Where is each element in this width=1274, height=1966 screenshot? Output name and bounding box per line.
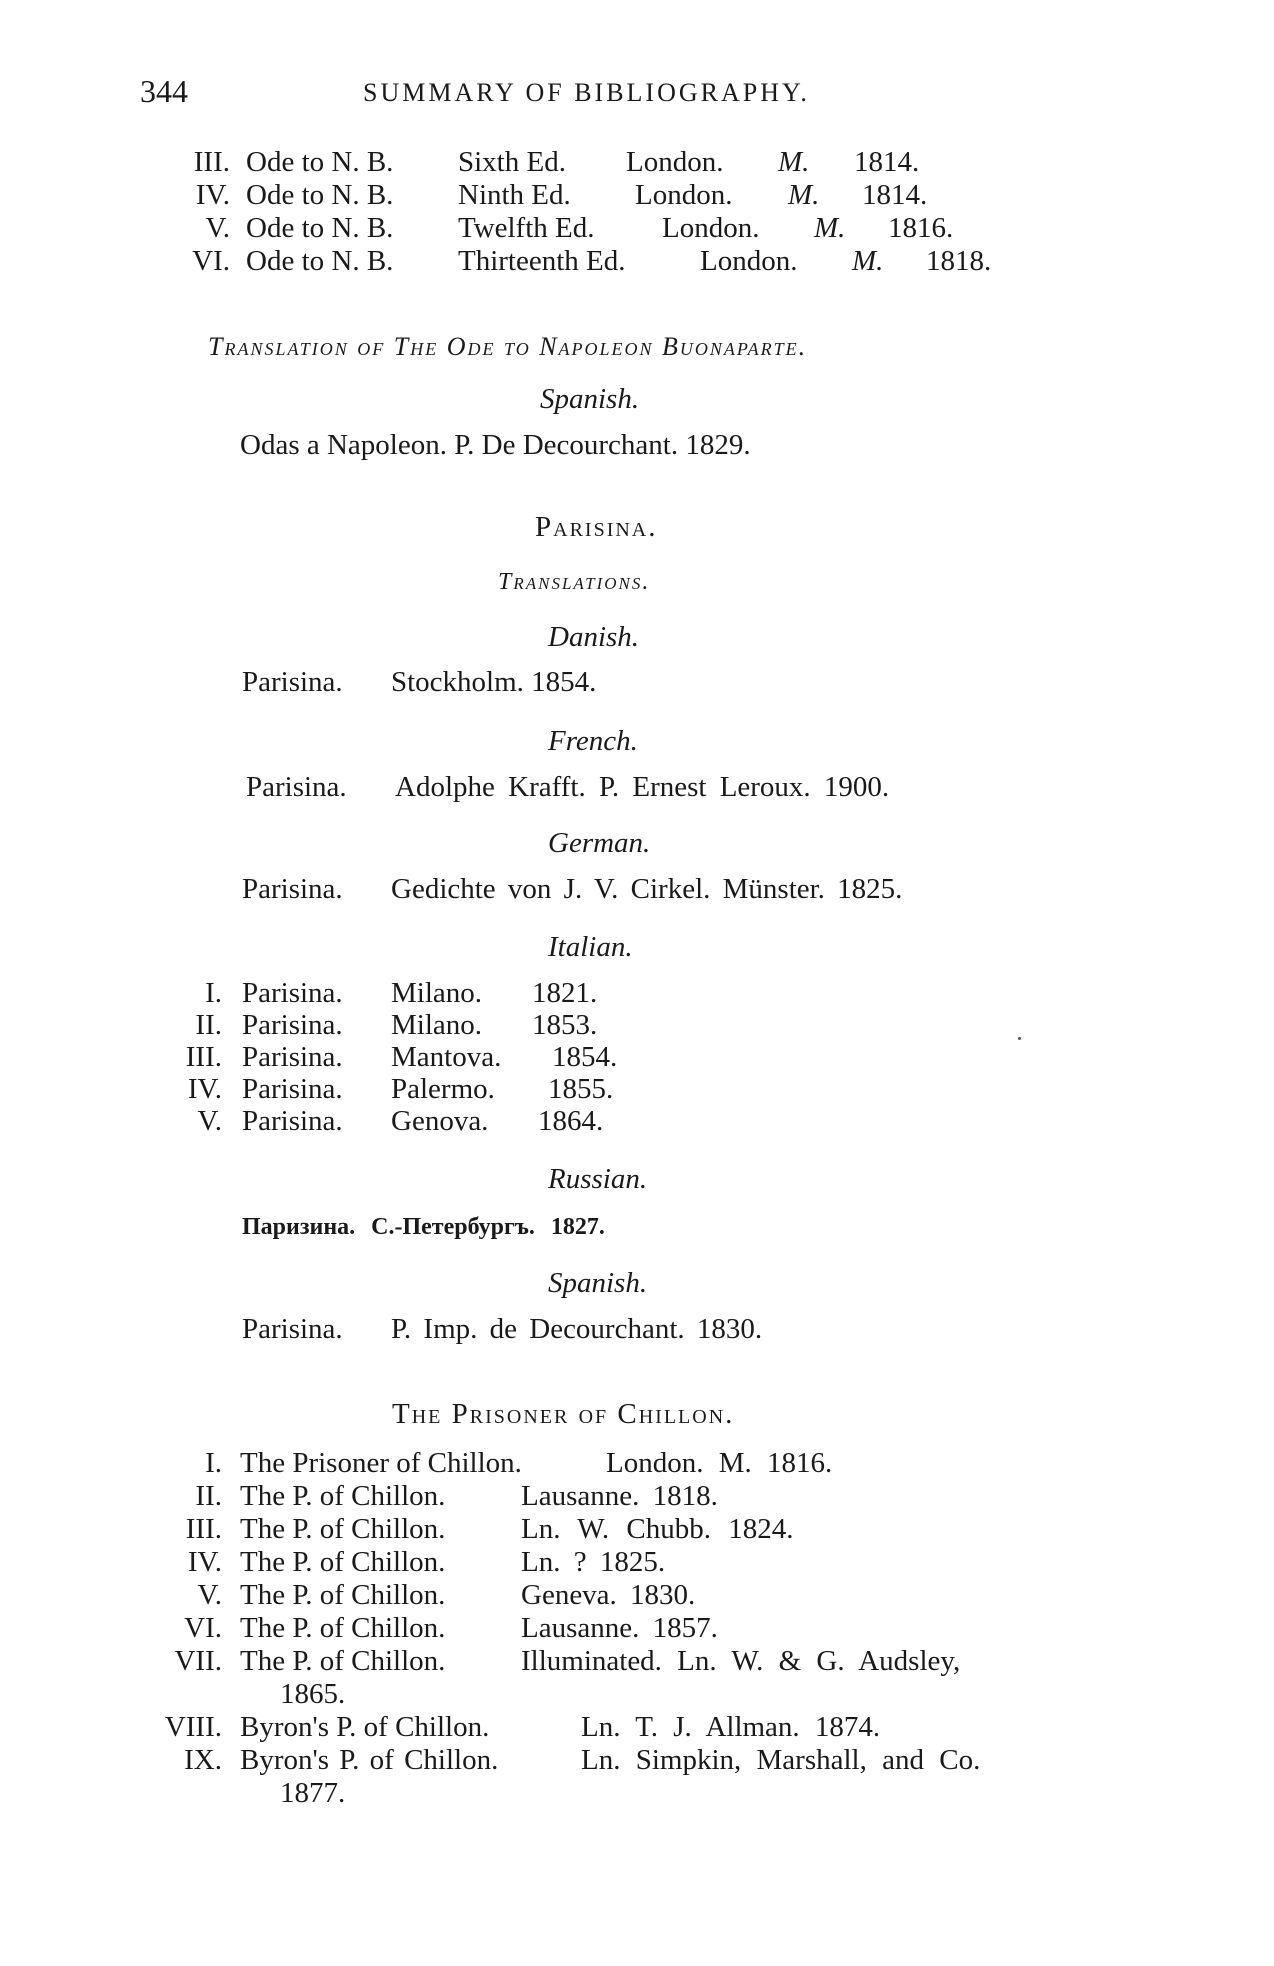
item-place: Palermo. (391, 1073, 495, 1105)
item-year: 1854. (552, 1041, 618, 1073)
item-title: Parisina. (242, 666, 343, 698)
item-numeral: VIII. (164, 1711, 222, 1743)
item-title: Parisina. (242, 1073, 343, 1105)
item-title: Byron's P. of Chillon. (240, 1711, 490, 1743)
language-heading-spanish-parisina: Spanish. (548, 1267, 648, 1299)
list-item-continuation: 1865. (280, 1678, 346, 1710)
language-heading-danish: Danish. (548, 621, 640, 653)
item-numeral: II. (195, 1480, 222, 1512)
item-numeral: IV. (195, 179, 230, 211)
item-publisher: M. (852, 245, 884, 277)
section-heading-ode-translation: Translation of The Ode to Napoleon Buonaparte. (208, 332, 808, 361)
item-place: Genova. (391, 1105, 489, 1137)
item-details: Illuminated. Ln. W. & G. Audsley, (521, 1645, 961, 1677)
item-numeral: IX. (184, 1744, 222, 1776)
subheading-translations: Translations. (498, 569, 651, 595)
language-heading-russian: Russian. (548, 1163, 648, 1195)
item-details: Gedichte von J. V. Cirkel. Münster. 1825. (391, 873, 903, 905)
item-title: Parisina. (242, 1313, 343, 1345)
item-title: Parisina. (242, 1009, 343, 1041)
item-title: Ode to N. B. (246, 212, 394, 244)
item-edition: Twelfth Ed. (458, 212, 595, 244)
item-numeral: IV. (187, 1073, 222, 1105)
item-details: Lausanne. 1818. (521, 1480, 718, 1512)
item-title: The P. of Chillon. (240, 1513, 446, 1545)
item-title: Ode to N. B. (246, 179, 394, 211)
item-title: Parisina. (246, 771, 347, 803)
item-details: Ln. T. J. Allman. 1874. (581, 1711, 881, 1743)
item-numeral: VI. (184, 1612, 222, 1644)
item-title: Parisina. (242, 873, 343, 905)
item-year: 1814. (862, 179, 928, 211)
entry-russian: Паризина. С.-Петербургъ. 1827. (242, 1214, 605, 1240)
item-title: The P. of Chillon. (240, 1546, 446, 1578)
item-numeral: V. (197, 1105, 222, 1137)
item-numeral: I. (205, 977, 222, 1009)
item-numeral: III. (193, 146, 230, 178)
speck (1018, 1037, 1021, 1040)
page-number: 344 (140, 73, 188, 109)
item-details: P. Imp. de Decourchant. 1830. (391, 1313, 763, 1345)
item-place: Milano. (391, 977, 483, 1009)
item-place: London. (626, 146, 724, 178)
item-place: London. (635, 179, 733, 211)
item-numeral: III. (185, 1041, 222, 1073)
item-place: Mantova. (391, 1041, 502, 1073)
item-numeral: VI. (192, 245, 230, 277)
item-numeral: II. (195, 1009, 222, 1041)
item-details: Ln. W. Chubb. 1824. (521, 1513, 794, 1545)
item-year: 1814. (854, 146, 920, 178)
item-details: Ln. ? 1825. (521, 1546, 666, 1578)
item-details: London. M. 1816. (606, 1447, 833, 1479)
item-title: The Prisoner of Chillon. (240, 1447, 522, 1479)
item-title: Parisina. (242, 1105, 343, 1137)
section-heading-prisoner-of-chillon: The Prisoner of Chillon. (392, 1398, 735, 1430)
item-details: Stockholm. 1854. (391, 666, 597, 698)
item-edition: Ninth Ed. (458, 179, 571, 211)
item-year: 1821. (532, 977, 598, 1009)
language-heading-spanish: Spanish. (540, 383, 640, 415)
item-numeral: I. (205, 1447, 222, 1479)
item-numeral: III. (185, 1513, 222, 1545)
item-publisher: M. (788, 179, 820, 211)
item-title: The P. of Chillon. (240, 1645, 446, 1677)
item-details: Geneva. 1830. (521, 1579, 696, 1611)
item-numeral: IV. (187, 1546, 222, 1578)
item-year: 1864. (538, 1105, 604, 1137)
item-edition: Thirteenth Ed. (458, 245, 626, 277)
item-publisher: M. (814, 212, 846, 244)
item-details: Adolphe Krafft. P. Ernest Leroux. 1900. (395, 771, 890, 803)
item-title: The P. of Chillon. (240, 1612, 446, 1644)
item-title: The P. of Chillon. (240, 1480, 446, 1512)
item-title: Ode to N. B. (246, 245, 394, 277)
item-title: Parisina. (242, 1041, 343, 1073)
item-place: London. (700, 245, 798, 277)
language-heading-german: German. (548, 827, 651, 859)
item-title: Byron's P. of Chillon. (240, 1744, 499, 1776)
item-numeral: VII. (174, 1645, 222, 1677)
item-details: Lausanne. 1857. (521, 1612, 718, 1644)
item-year: 1818. (926, 245, 992, 277)
item-year: 1853. (532, 1009, 598, 1041)
item-title: Parisina. (242, 977, 343, 1009)
item-publisher: M. (778, 146, 810, 178)
item-numeral: V. (205, 212, 230, 244)
list-item-continuation: 1877. (280, 1777, 346, 1809)
item-year: 1855. (548, 1073, 614, 1105)
item-year: 1816. (888, 212, 954, 244)
item-place: London. (662, 212, 760, 244)
item-details: Ln. Simpkin, Marshall, and Co. (581, 1744, 981, 1776)
item-title: Ode to N. B. (246, 146, 394, 178)
entry-odas-a-napoleon: Odas a Napoleon. P. De Decourchant. 1829. (240, 429, 751, 461)
item-numeral: V. (197, 1579, 222, 1611)
item-title: The P. of Chillon. (240, 1579, 446, 1611)
running-title: SUMMARY OF BIBLIOGRAPHY. (363, 78, 810, 107)
language-heading-italian: Italian. (548, 931, 633, 963)
item-edition: Sixth Ed. (458, 146, 566, 178)
section-heading-parisina: Parisina. (535, 511, 658, 543)
item-place: Milano. (391, 1009, 483, 1041)
language-heading-french: French. (548, 725, 638, 757)
